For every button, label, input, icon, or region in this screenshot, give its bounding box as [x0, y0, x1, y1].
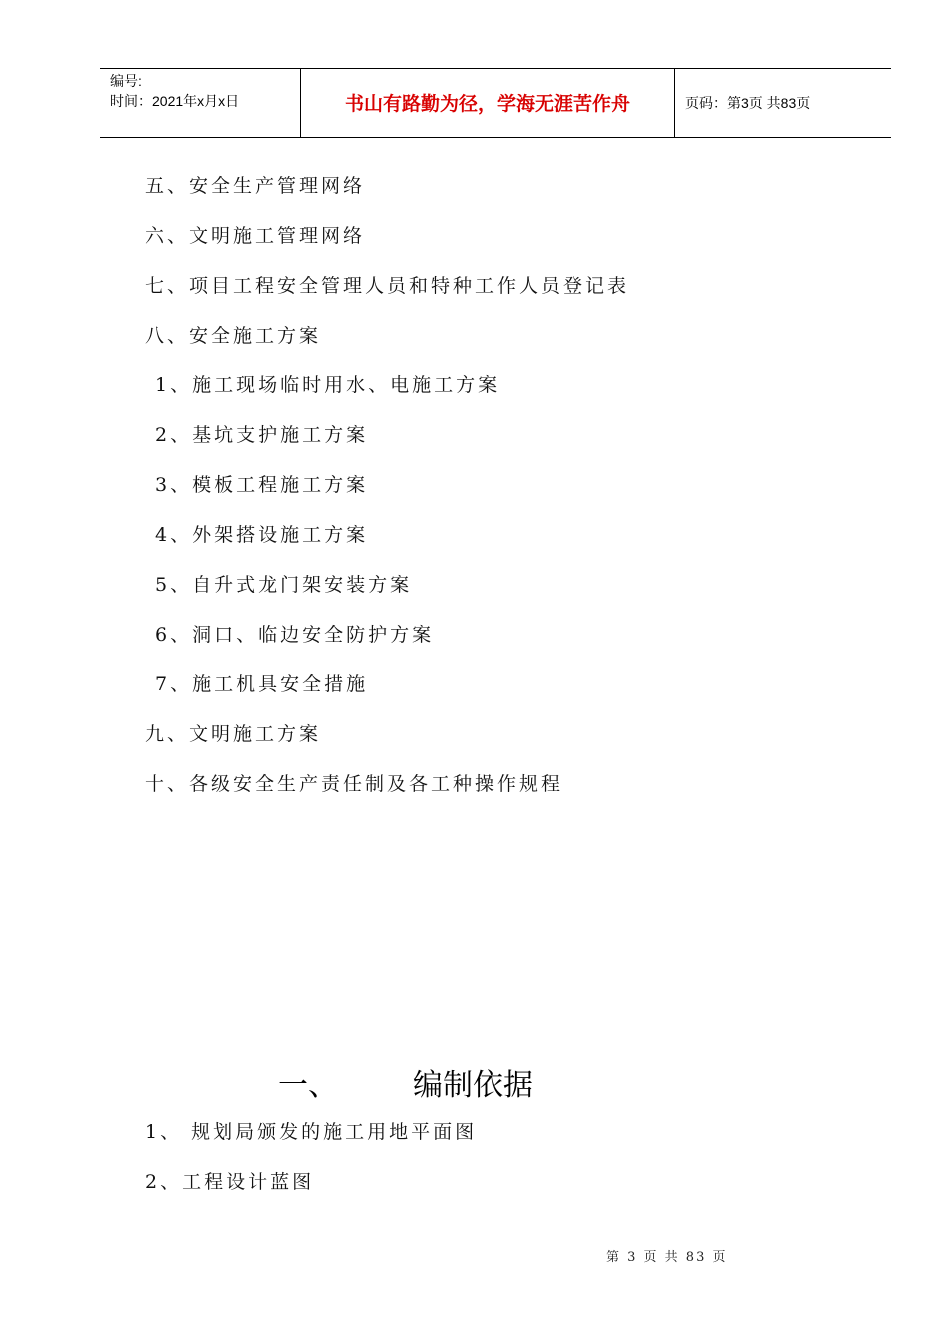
toc-item: 七、项目工程安全管理人员和特种工作人员登记表: [145, 275, 630, 297]
toc-item: 六、文明施工管理网络: [145, 225, 366, 247]
header-motto: 书山有路勤为径，学海无涯苦作舟: [344, 93, 630, 115]
toc-subitem: 6、洞口、临边安全防护方案: [155, 624, 435, 646]
page-header: [100, 68, 891, 138]
toc-subitem: 4、外架搭设施工方案: [155, 524, 369, 546]
section-number: 一、: [278, 1068, 338, 1103]
header-divider: [674, 69, 675, 137]
basis-item: 2、工程设计蓝图: [145, 1171, 315, 1193]
toc-item: 八、安全施工方案: [145, 325, 322, 347]
basis-item: 1、 规划局颁发的施工用地平面图: [145, 1121, 478, 1143]
section-title: 编制依据: [413, 1068, 533, 1103]
header-page-code: 页码：第3页 共83页: [685, 95, 811, 111]
page-footer: 第 3 页 共 83 页: [606, 1250, 728, 1265]
toc-subitem: 1、施工现场临时用水、电施工方案: [155, 374, 501, 396]
toc-subitem: 3、模板工程施工方案: [155, 474, 369, 496]
time-label: 时间：2021年x月x日: [110, 93, 240, 109]
toc-item: 十、各级安全生产责任制及各工种操作规程: [145, 773, 564, 795]
toc-item: 九、文明施工方案: [145, 723, 322, 745]
toc-item: 五、安全生产管理网络: [145, 175, 366, 197]
toc-subitem: 5、自升式龙门架安装方案: [155, 574, 413, 596]
toc-subitem: 7、施工机具安全措施: [155, 673, 369, 695]
number-label: 编号:: [110, 73, 142, 89]
toc-subitem: 2、基坑支护施工方案: [155, 424, 369, 446]
